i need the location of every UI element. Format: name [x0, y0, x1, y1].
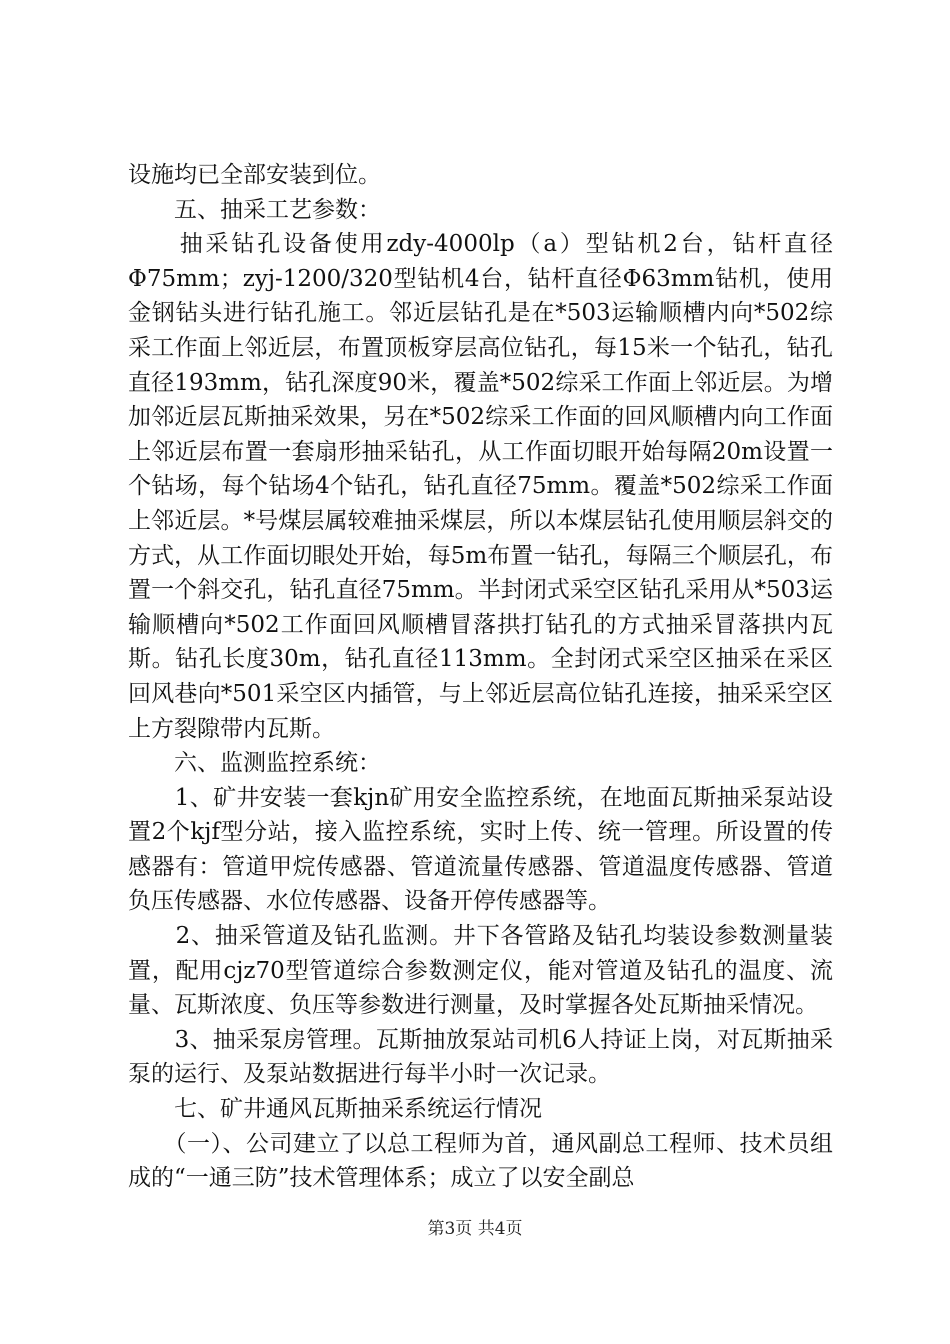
section-heading: 五、抽采工艺参数：: [128, 196, 381, 223]
paragraph: 1、矿井安装一套kjn矿用安全监控系统，在地面瓦斯抽采泵站设置2个kjf型分站，接入监控系统，实时上传、统一管理。所设置的传感器有：管道甲烷传感器、管道流量传感器、管道温度传感器、管道负压传感器、水位传感器、设备开停传感器等。: [128, 784, 833, 915]
page-number: 第3页 共4页: [427, 1219, 523, 1239]
document-body: [128, 158, 833, 1196]
paragraph: （一）、公司建立了以总工程师为首，通风副总工程师、技术员组成的“一通三防”技术管理体系；成立了以安全副总: [128, 1130, 833, 1192]
paragraph: 设施均已全部安装到位。: [128, 162, 381, 188]
section-heading: 七、矿井通风瓦斯抽采系统运行情况: [128, 1096, 542, 1123]
paragraph: 3、抽采泵房管理。瓦斯抽放泵站司机6人持证上岗，对瓦斯抽采泵的运行、及泵站数据进行每半小时一次记录。: [128, 1026, 833, 1088]
paragraph: 抽采钻孔设备使用zdy-4000lp（a）型钻机2台，钻杆直径Φ75mm；zyj-1200/320型钻机4台，钻杆直径Φ63mm钻机，使用金钢钻头进行钻孔施工。邻近层钻孔是在*503运输顺槽内向*502综采工作面上邻近层，布置顶板穿层高位钻孔，每15米一个钻孔，钻孔直径193mm，钻孔深度90米，覆盖*502综采工作面上邻近层。为增加邻近层瓦斯抽采效果，另在*502综采工作面的回风顺槽内向工作面上邻近层布置一套扇形抽采钻孔，从工作面切眼开始每隔20m设置一个钻场，每个钻场4个钻孔，钻孔直径75mm。覆盖*502综采工作面上邻近层。*号煤层属较难抽采煤层，所以本煤层钻孔使用顺层斜交的方式，从工作面切眼处开始，每5m布置一钻孔，每隔三个顺层孔，布置一个斜交孔，钻孔直径75mm。半封闭式采空区钻孔采用从*503运输顺槽向*502工作面回风顺槽冒落拱打钻孔的方式抽采冒落拱内瓦斯。钻孔长度30m，钻孔直径113mm。全封闭式采空区抽采在采区回风巷向*501采空区内插管，与上邻近层高位钻孔连接，抽采采空区上方裂隙带内瓦斯。: [128, 231, 833, 742]
section-heading: 六、监测监控系统：: [128, 750, 381, 777]
paragraph: 2、抽采管道及钻孔监测。井下各管路及钻孔均装设参数测量装置，配用cjz70型管道综合参数测定仪，能对管道及钻孔的温度、流量、瓦斯浓度、负压等参数进行测量，及时掌握各处瓦斯抽采情况。: [128, 923, 833, 1019]
